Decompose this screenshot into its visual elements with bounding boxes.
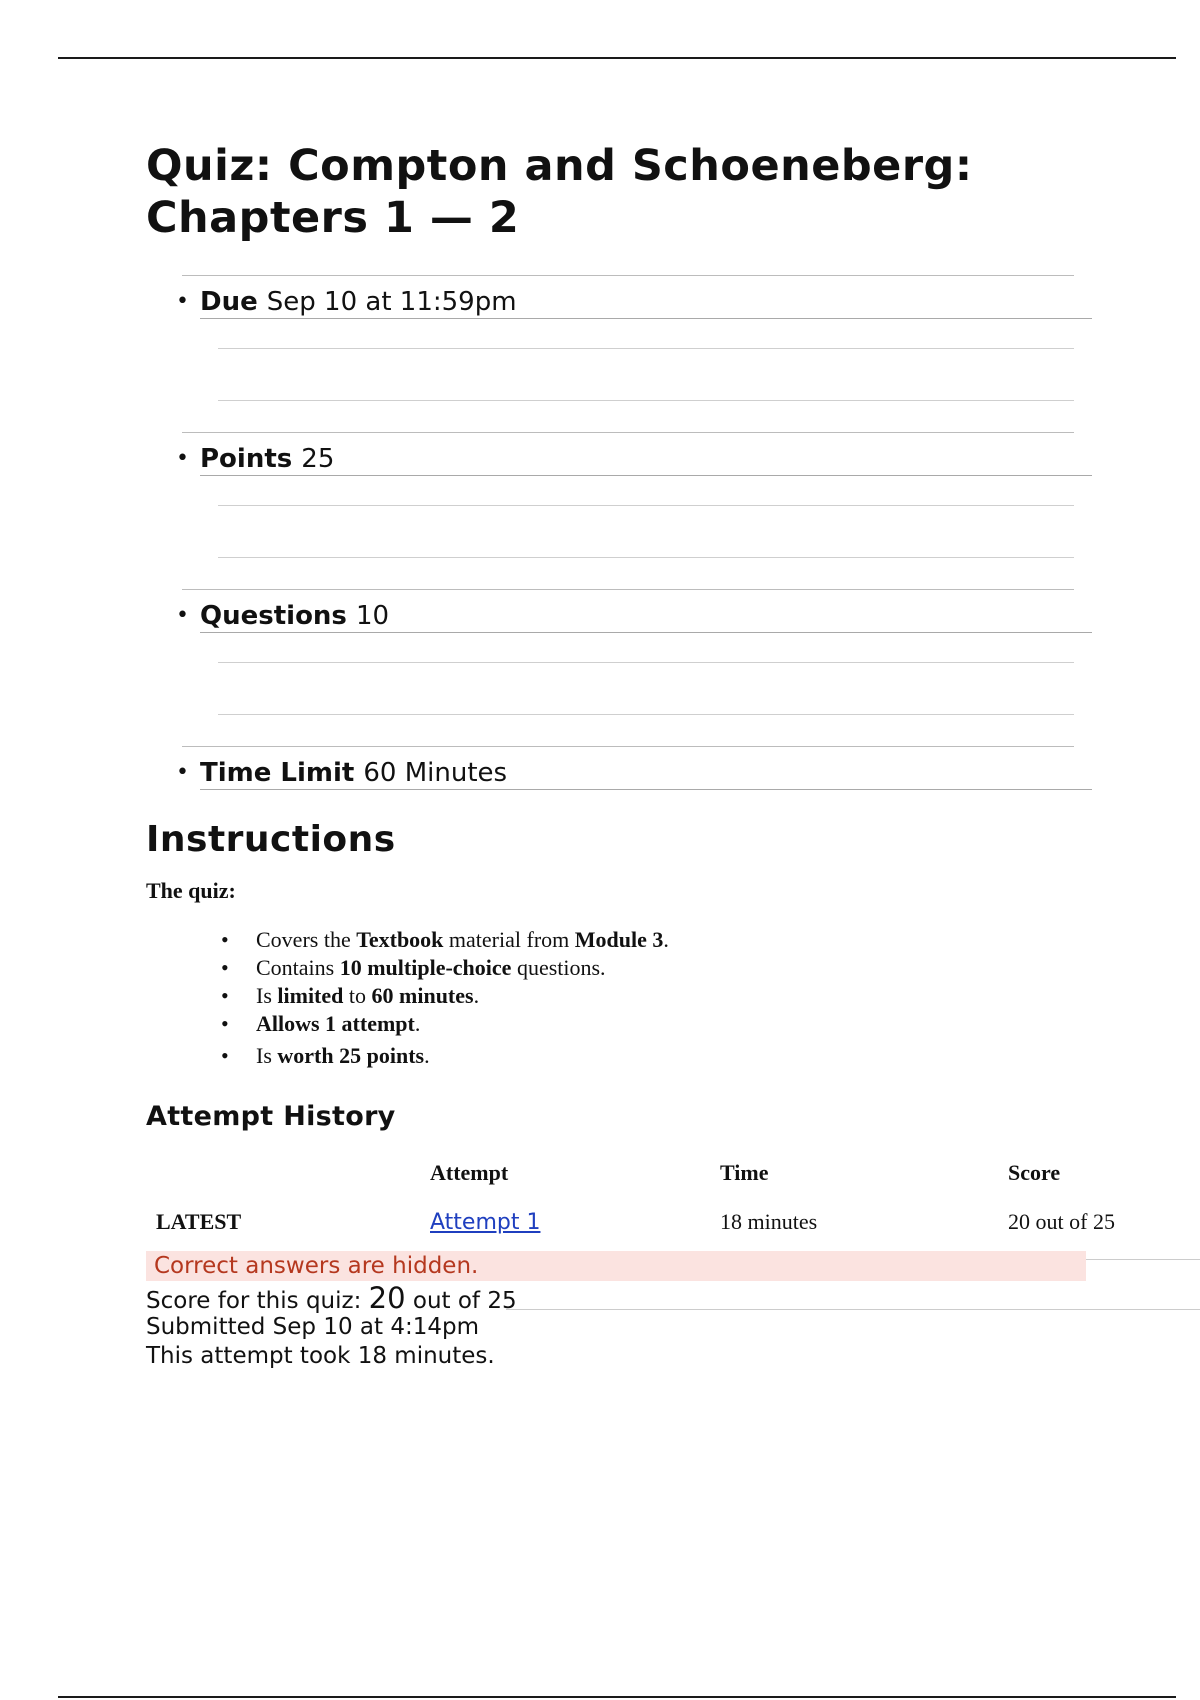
detail-time-limit [176,746,1092,806]
bullet-icon: • [221,1043,229,1068]
attempt-time: 18 minutes [720,1209,818,1234]
bullet-icon: • [176,446,189,471]
column-header: Time [720,1160,769,1185]
list-item: • Is limited to 60 minutes. [221,983,480,1008]
detail-label: Time Limit [200,758,364,788]
bullet-icon: • [221,1011,229,1036]
divider [1086,1259,1200,1260]
list-item: • Covers the Textbook material from Module 3. [221,927,669,952]
attempt-1-link[interactable]: Attempt 1 [430,1210,541,1235]
detail-value: 10 [355,601,390,631]
attempt-history-table [146,1150,1200,1248]
detail-value: 60 Minutes [363,758,508,788]
quiz-details [176,275,1092,806]
bullet-icon: • [221,983,229,1008]
instructions-intro: The quiz: [146,878,236,903]
detail-row [176,601,390,631]
page-title: Quiz: Compton and Schoeneberg: Chapters 1 — 2 [146,141,973,243]
detail-points [176,432,1092,589]
bottom-rule [58,1696,1176,1698]
detail-label: Questions [200,601,356,631]
list-item: • Contains 10 multiple-choice questions. [221,955,606,980]
instructions-list [146,926,669,1070]
quiz-content [146,140,1115,1369]
duration-text: This attempt took 18 minutes. [146,1343,495,1369]
attempt-cell [430,1196,720,1248]
attempt-status: LATEST [156,1209,242,1234]
detail-questions [176,589,1092,746]
table-row [146,1196,1200,1248]
detail-label: Due [200,287,267,317]
column-header [146,1150,430,1196]
table-header-row [146,1150,1200,1196]
score-value: 20 [368,1281,406,1315]
bullet-icon: • [221,927,229,952]
instructions-heading: Instructions [146,819,396,860]
attempt-score: 20 out of 25 [1008,1209,1115,1234]
answers-hidden-notice: Correct answers are hidden. [146,1251,1086,1281]
detail-value: 25 [301,444,335,474]
detail-row [176,287,517,317]
detail-row [176,444,335,474]
bullet-icon: • [221,955,229,980]
bullet-icon: • [176,289,189,314]
list-item: • Allows 1 attempt. [221,1011,421,1036]
bullet-icon: • [176,760,189,785]
column-header: Attempt [430,1160,509,1185]
top-rule [58,57,1176,59]
detail-value: Sep 10 at 11:59pm [266,287,517,317]
bullet-icon: • [176,603,189,628]
detail-label: Points [200,444,302,474]
detail-due [176,275,1092,432]
list-item: • Is worth 25 points. [221,1043,430,1068]
submitted-text: Submitted Sep 10 at 4:14pm [146,1314,479,1340]
column-header: Score [1008,1160,1061,1185]
attempt-history-heading: Attempt History [146,1101,396,1132]
detail-row [176,758,508,788]
quiz-score: Score for this quiz: 20 out of 25 [146,1281,517,1315]
divider [506,1309,1200,1310]
